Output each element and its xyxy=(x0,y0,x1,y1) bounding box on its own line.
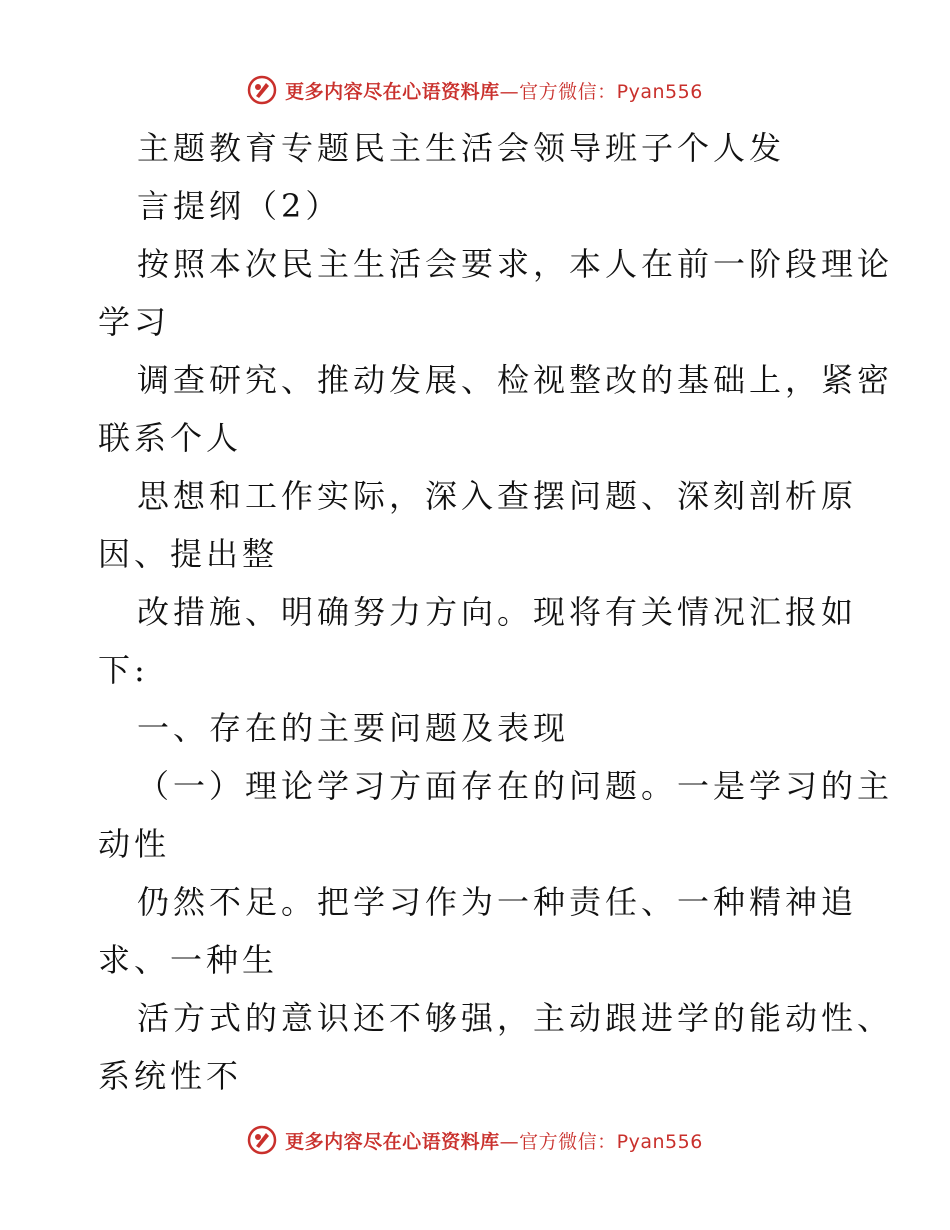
doc-title-line-2: 言提纲（2） xyxy=(137,187,342,225)
doc-text-line: 按照本次民主生活会要求，本人在前一阶段理论 xyxy=(137,245,894,283)
watermark-main-text: 更多内容尽在心语资料库 xyxy=(285,1130,500,1153)
footer-watermark xyxy=(0,1120,950,1160)
doc-text-line: 求、一种生 xyxy=(98,941,279,979)
doc-text-line: 系统性不 xyxy=(98,1057,243,1095)
doc-text-line: 改措施、明确努力方向。现将有关情况汇报如 xyxy=(137,593,858,631)
doc-text-line: 仍然不足。把学习作为一种责任、一种精神追 xyxy=(137,883,858,921)
doc-section-heading: 一、存在的主要问题及表现 xyxy=(137,709,570,747)
doc-text-line: 联系个人 xyxy=(98,419,243,457)
doc-text-line: 学习 xyxy=(98,303,171,341)
doc-title-line-1: 主题教育专题民主生活会领导班子个人发 xyxy=(137,129,786,167)
logo-icon xyxy=(247,75,277,105)
doc-text-line: 动性 xyxy=(98,825,171,863)
watermark-main-text: 更多内容尽在心语资料库 xyxy=(285,80,500,103)
doc-text-line: 因、提出整 xyxy=(98,535,279,573)
doc-text-line: 下: xyxy=(98,651,149,689)
watermark-contact-text: —官方微信：Pyan556 xyxy=(499,80,703,103)
doc-text-line: 活方式的意识还不够强，主动跟进学的能动性、 xyxy=(137,999,894,1037)
doc-text-line: （一）理论学习方面存在的问题。一是学习的主 xyxy=(137,767,894,805)
doc-text-line: 思想和工作实际，深入查摆问题、深刻剖析原 xyxy=(137,477,858,515)
watermark-contact-text: —官方微信：Pyan556 xyxy=(499,1130,703,1153)
header-watermark xyxy=(0,70,950,110)
logo-icon xyxy=(247,1125,277,1155)
doc-text-line: 调查研究、推动发展、检视整改的基础上，紧密 xyxy=(137,361,894,399)
